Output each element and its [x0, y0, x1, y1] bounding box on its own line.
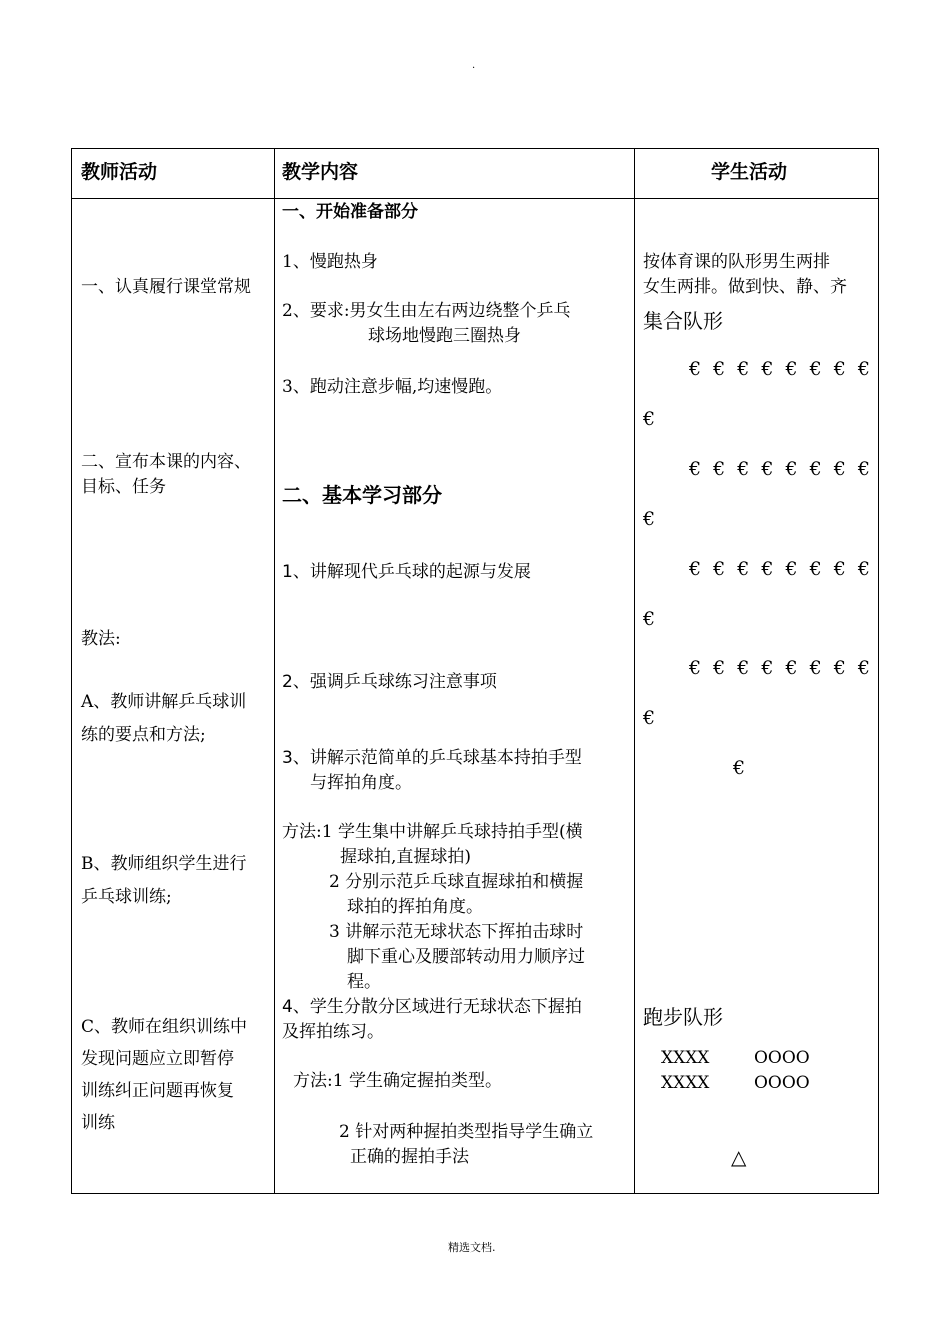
formation-row-3-extra: € — [643, 608, 659, 630]
part1-item-3: 3、跑动注意步幅,均速慢跑。 — [282, 377, 503, 397]
part1-item-2-line2: 球场地慢跑三圈热身 — [368, 326, 521, 346]
method-line-6: 脚下重心及腰部转动用力顺序过 — [347, 947, 585, 967]
header-row-divider — [72, 198, 878, 199]
part1-item-2-line1: 2、要求:男女生由左右两边绕整个乒乓 — [282, 301, 571, 321]
part2-item-2: 2、强调乒乓球练习注意事项 — [282, 672, 497, 692]
formation-title: 集合队形 — [643, 309, 723, 333]
teacher-method-title: 教法: — [81, 629, 121, 649]
part1-title: 一、开始准备部分 — [282, 202, 418, 222]
part2-item-4-line2: 及挥拍练习。 — [282, 1022, 384, 1042]
running-row-2-boys: XXXX — [661, 1073, 710, 1093]
teacher-method-c-line3: 训练纠正问题再恢复 — [81, 1081, 234, 1101]
page-footer: 精选文档. — [448, 1241, 496, 1254]
header-teaching-content: 教学内容 — [282, 161, 359, 183]
grip-method-line-2: 2 针对两种握拍类型指导学生确立 — [339, 1122, 594, 1142]
column-divider-2 — [634, 149, 635, 1193]
formation-row-3: € € € € € € € € — [689, 558, 873, 580]
part2-item-3-line1: 3、讲解示范简单的乒乓球基本持拍手型 — [282, 748, 582, 768]
teacher-item-2-line1: 二、宣布本课的内容、 — [81, 452, 251, 472]
teacher-method-c-line4: 训练 — [81, 1113, 115, 1133]
formation-row-4-extra: € — [643, 707, 659, 729]
method-line-2: 握球拍,直握球拍) — [340, 847, 472, 867]
running-row-2-girls: OOOO — [754, 1073, 810, 1093]
teacher-position-triangle: △ — [731, 1145, 747, 1169]
formation-row-2: € € € € € € € € — [689, 458, 873, 480]
column-divider-1 — [274, 149, 275, 1193]
method-line-7: 程。 — [347, 972, 381, 992]
running-formation-title: 跑步队形 — [643, 1005, 723, 1029]
grip-method-line-1: 方法:1 学生确定握拍类型。 — [293, 1071, 502, 1091]
grip-method-line-3: 正确的握拍手法 — [350, 1147, 469, 1167]
formation-row-1-extra: € — [643, 408, 659, 430]
page-marker-dot: . — [472, 60, 476, 71]
part2-item-4-line1: 4、学生分散分区域进行无球状态下握拍 — [282, 997, 582, 1017]
method-line-3: 2 分别示范乒乓球直握球拍和横握 — [329, 872, 584, 892]
student-line-2: 女生两排。做到快、静、齐 — [643, 277, 847, 297]
teacher-method-a-line2: 练的要点和方法; — [81, 725, 206, 745]
teacher-method-c-line1: C、教师在组织训练中 — [81, 1017, 248, 1037]
formation-row-4: € € € € € € € € — [689, 657, 873, 679]
teacher-method-c-line2: 发现问题应立即暂停 — [81, 1049, 234, 1069]
method-line-1: 方法:1 学生集中讲解乒乓球持拍手型(横 — [282, 822, 583, 842]
header-teacher-activity: 教师活动 — [81, 161, 158, 183]
teacher-item-2-line2: 目标、任务 — [81, 477, 166, 497]
part2-item-1: 1、讲解现代乒乓球的起源与发展 — [282, 562, 531, 582]
formation-row-2-extra: € — [643, 508, 659, 530]
header-student-activity: 学生活动 — [711, 161, 788, 183]
running-row-1-boys: XXXX — [661, 1048, 710, 1068]
method-line-4: 球拍的挥拍角度。 — [347, 897, 483, 917]
part2-title: 二、基本学习部分 — [282, 483, 442, 507]
method-line-5: 3 讲解示范无球状态下挥拍击球时 — [329, 922, 584, 942]
teacher-item-1: 一、认真履行课堂常规 — [81, 277, 251, 297]
part2-item-3-line2: 与挥拍角度。 — [310, 773, 412, 793]
teacher-method-b-line2: 乒乓球训练; — [81, 887, 172, 907]
formation-row-1: € € € € € € € € — [689, 358, 873, 380]
part1-item-1: 1、慢跑热身 — [282, 252, 378, 272]
student-line-1: 按体育课的队形男生两排 — [643, 252, 830, 272]
running-row-1-girls: OOOO — [754, 1048, 810, 1068]
teacher-method-b-line1: B、教师组织学生进行 — [81, 854, 247, 874]
formation-teacher-mark: € — [733, 757, 749, 779]
teacher-method-a-line1: A、教师讲解乒乓球训 — [81, 692, 247, 712]
